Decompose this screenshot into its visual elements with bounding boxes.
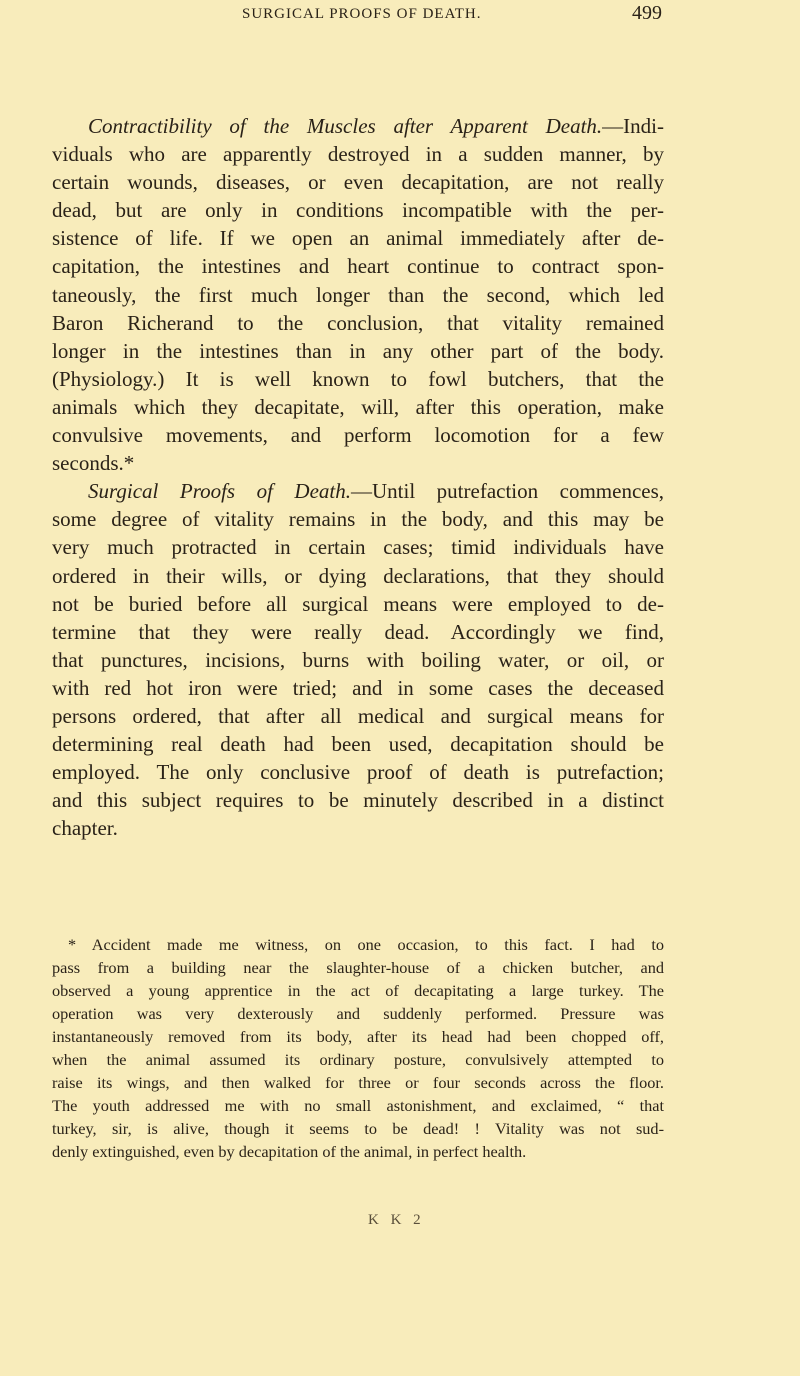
text-line: convulsive movements, and perform locomotion for a few bbox=[52, 423, 664, 448]
text-line: some degree of vitality remains in the body, and this may be bbox=[52, 507, 664, 532]
text-line: raise its wings, and then walked for three or four seconds across the floor. bbox=[52, 1073, 664, 1092]
text-line: termine that they were really dead. Accordingly we find, bbox=[52, 619, 664, 644]
text-span: —Until putrefaction commences, bbox=[351, 479, 665, 504]
text-line: taneously, the first much longer than the second, which led bbox=[52, 282, 664, 307]
page-number: 499 bbox=[632, 2, 662, 24]
text-line: ordered in their wills, or dying declarations, that they should bbox=[52, 563, 664, 588]
text-line: turkey, sir, is alive, though it seems to be dead! ! Vitality was not sud- bbox=[52, 1119, 664, 1138]
main-text bbox=[52, 112, 664, 842]
paragraph-1-first-line bbox=[52, 112, 664, 140]
paragraph-2-first-line bbox=[52, 477, 664, 505]
text-line: employed. The only conclusive proof of death is putrefaction; bbox=[52, 760, 664, 785]
text-line: very much protracted in certain cases; timid individuals have bbox=[52, 535, 664, 560]
running-title: SURGICAL PROOFS OF DEATH. bbox=[242, 6, 482, 22]
text-line: dead, but are only in conditions incompatible with the per- bbox=[52, 198, 664, 223]
footnote bbox=[52, 933, 664, 1163]
text-line: * Accident made me witness, on one occasion, to this fact. I had to bbox=[68, 935, 664, 954]
text-line: certain wounds, diseases, or even decapitation, are not really bbox=[52, 170, 664, 195]
text-line: that punctures, incisions, burns with boiling water, or oil, or bbox=[52, 647, 664, 672]
text-line: determining real death had been used, decapitation should be bbox=[52, 732, 664, 757]
text-line: observed a young apprentice in the act of decapitating a large turkey. The bbox=[52, 981, 664, 1000]
section-heading: Contractibility of the Muscles after Apparent Death. bbox=[88, 114, 603, 138]
text-line: denly extinguished, even by decapitation of the animal, in perfect health. bbox=[52, 1142, 527, 1161]
text-line: animals which they decapitate, will, after this operation, make bbox=[52, 394, 664, 419]
signature-mark: K K 2 bbox=[368, 1212, 425, 1228]
text-line: Baron Richerand to the conclusion, that vitality remained bbox=[52, 310, 664, 335]
text-line: seconds.* bbox=[52, 451, 135, 476]
text-line: operation was very dexterously and suddenly performed. Pressure was bbox=[52, 1004, 664, 1023]
text-span: —Indi- bbox=[602, 114, 664, 138]
paragraph-2 bbox=[52, 505, 664, 842]
text-line: when the animal assumed its ordinary posture, convulsively attempted to bbox=[52, 1050, 664, 1069]
text-line: not be buried before all surgical means were employed to de- bbox=[52, 591, 664, 616]
text-line: viduals who are apparently destroyed in a sudden manner, by bbox=[52, 142, 664, 167]
text-line: instantaneously removed from its body, after its head had been chopped off, bbox=[52, 1027, 664, 1046]
text-line: The youth addressed me with no small astonishment, and exclaimed, “ that bbox=[52, 1096, 664, 1115]
paragraph-1 bbox=[52, 140, 664, 477]
text-line: chapter. bbox=[52, 816, 118, 841]
text-line: pass from a building near the slaughter-house of a chicken butcher, and bbox=[52, 958, 664, 977]
text-line: capitation, the intestines and heart continue to contract spon- bbox=[52, 254, 664, 279]
text-line: (Physiology.) It is well known to fowl butchers, that the bbox=[52, 366, 664, 391]
text-line: with red hot iron were tried; and in some cases the deceased bbox=[52, 675, 664, 700]
text-line: longer in the intestines than in any other part of the body. bbox=[52, 338, 664, 363]
text-line: and this subject requires to be minutely described in a distinct bbox=[52, 788, 664, 813]
text-line: sistence of life. If we open an animal immediately after de- bbox=[52, 226, 664, 251]
section-heading: Surgical Proofs of Death. bbox=[88, 479, 352, 504]
text-line: persons ordered, that after all medical and surgical means for bbox=[52, 703, 664, 728]
